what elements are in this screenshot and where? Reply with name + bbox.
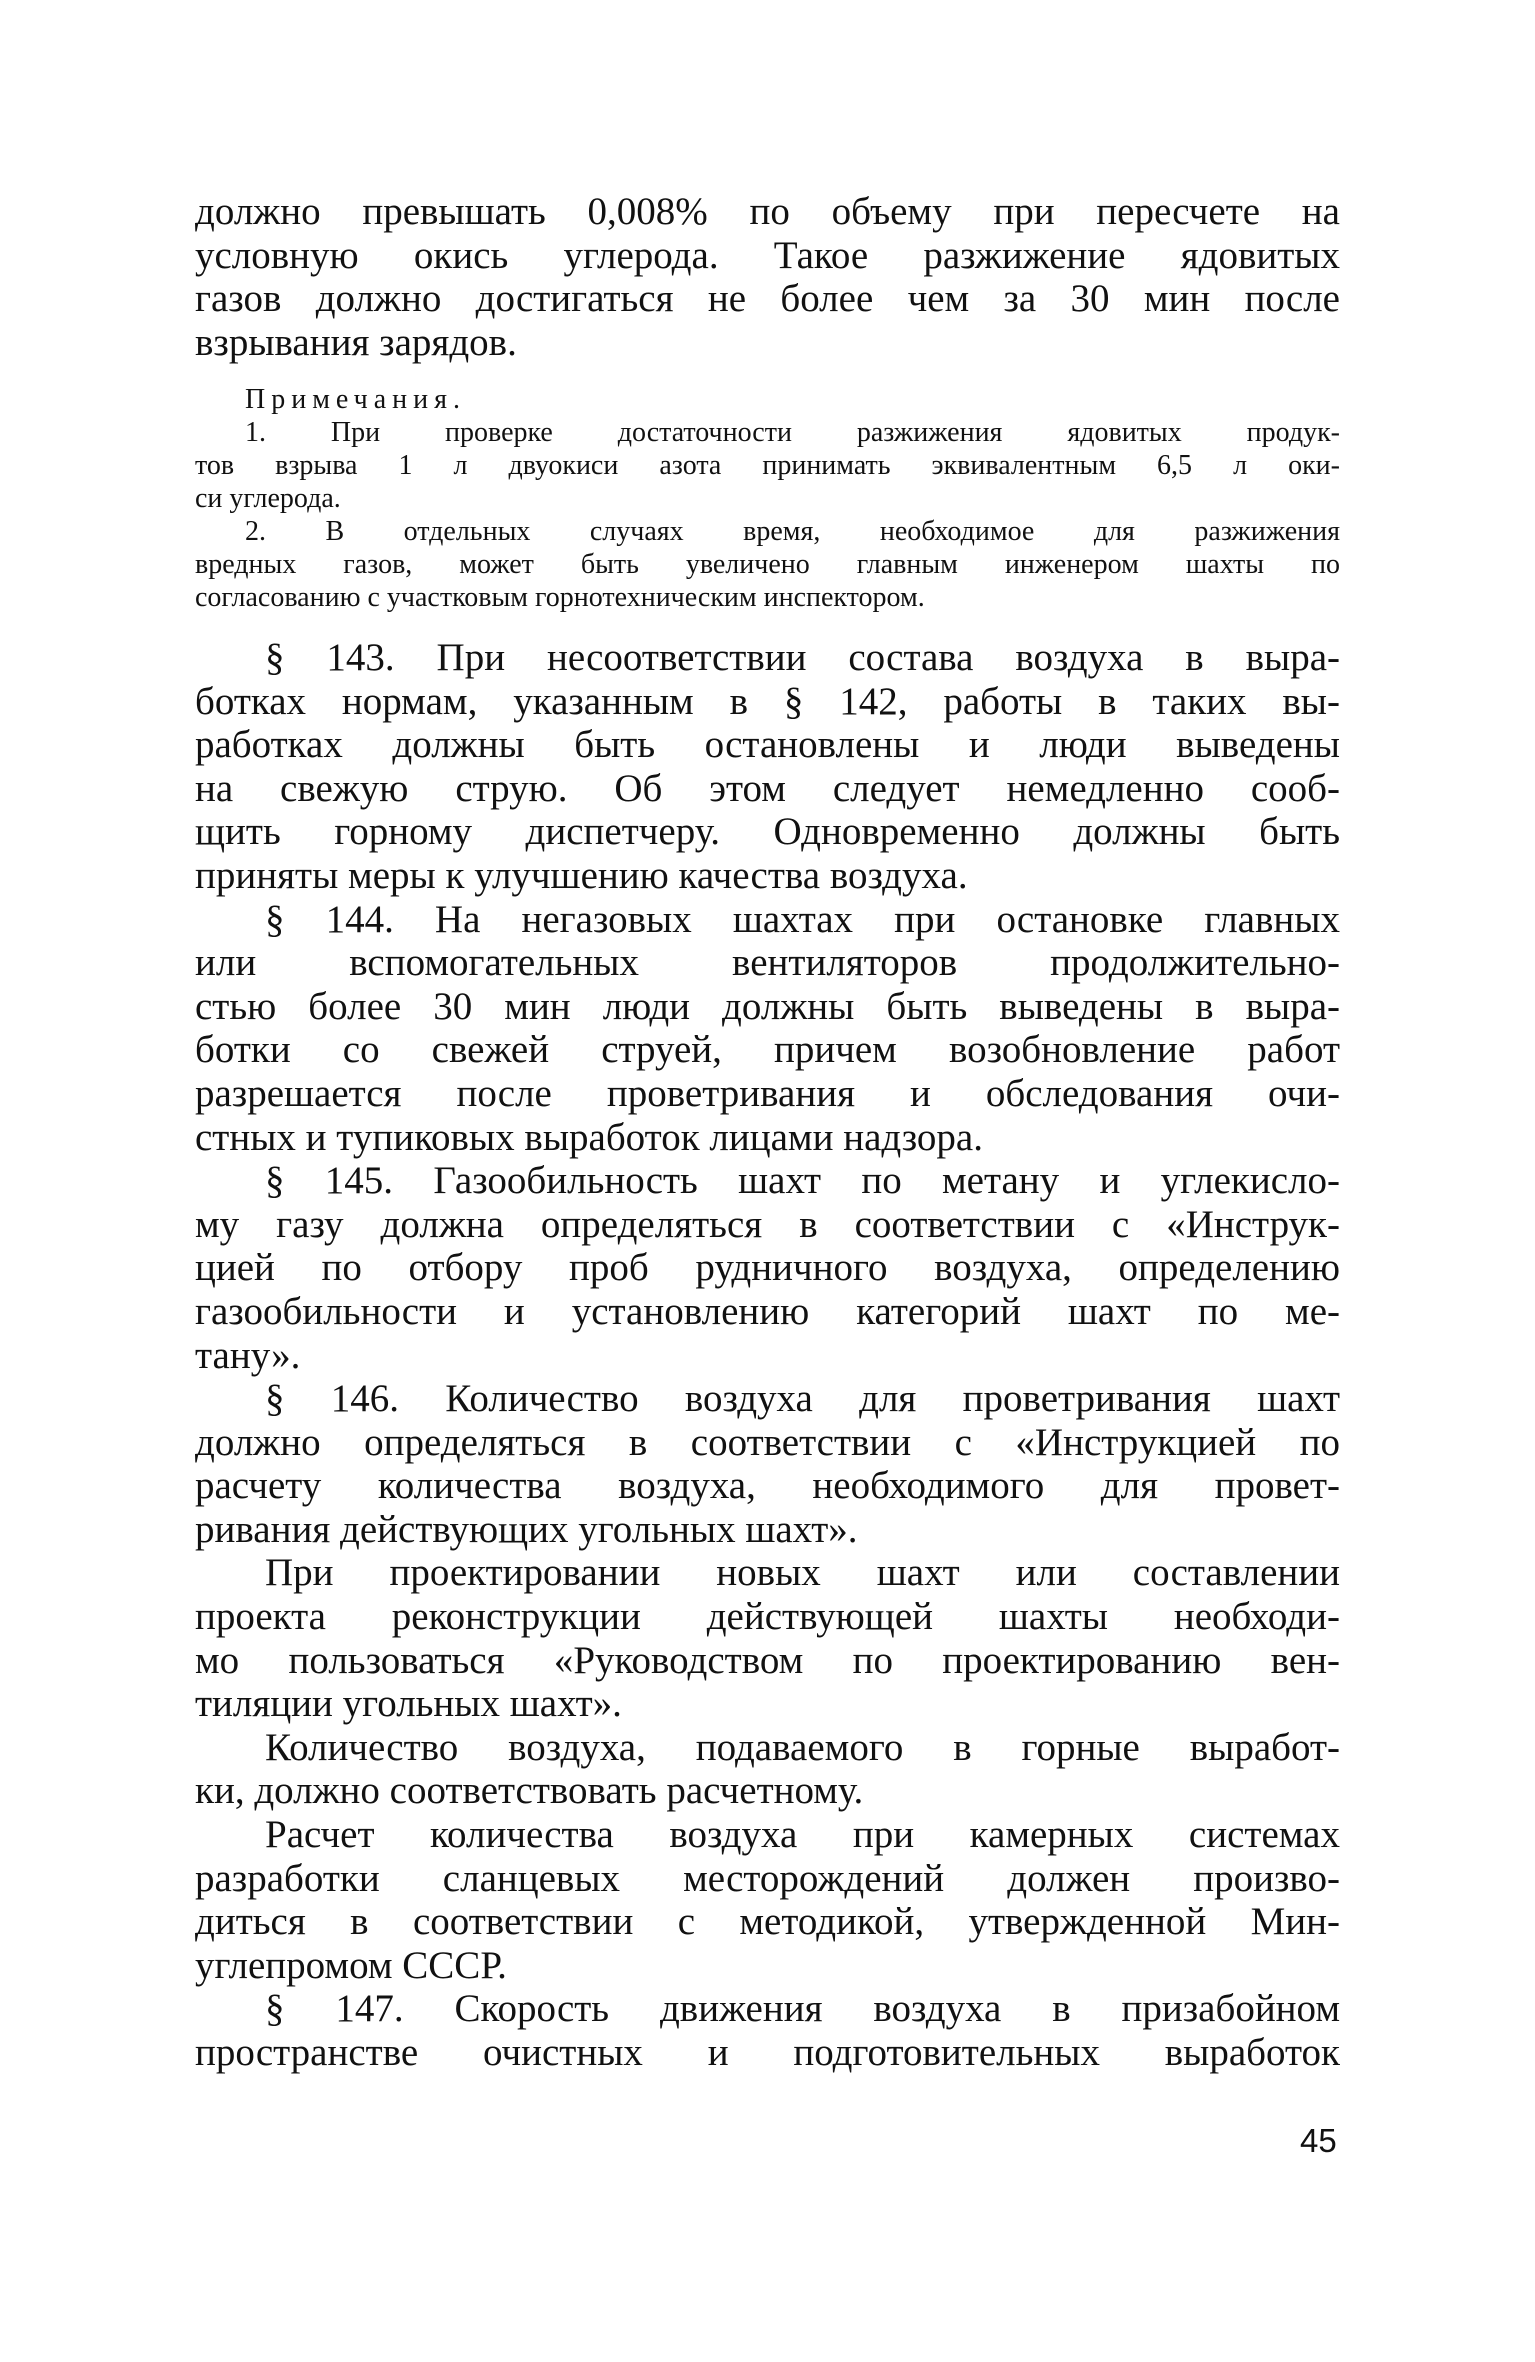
paragraph (195, 1551, 1340, 1725)
paragraph (195, 1377, 1340, 1551)
text-line: вредных газов, может быть увеличено главным инженером шахты по (195, 549, 1340, 580)
note-item (195, 416, 1340, 515)
text-line: работках должны быть остановлены и люди выведены (195, 723, 1340, 767)
text-line: согласованию с участковым горнотехническим инспектором. (195, 582, 925, 613)
text-line: должно превышать 0,008% по объему при пересчете на (195, 190, 1340, 233)
text-line: диться в соответствии с методикой, утвержденной Мин- (195, 1900, 1340, 1944)
text-line: тиляции угольных шахт». (195, 1682, 622, 1726)
text-line: или вспомогательных вентиляторов продолжительно- (195, 941, 1340, 985)
text-line: углепромом СССР. (195, 1943, 507, 1987)
text-line: разработки сланцевых месторождений должен произво- (195, 1856, 1340, 1900)
text-line: § 145. Газообильность шахт по метану и углекисло- (265, 1159, 1340, 1203)
text-line: тану». (195, 1333, 301, 1377)
text-line: ботках нормам, указанным в § 142, работы в таких вы- (195, 679, 1340, 723)
text-line: стных и тупиковых выработок лицами надзора. (195, 1115, 983, 1159)
notes-section (195, 383, 1340, 614)
text-line: ботки со свежей струей, причем возобновление работ (195, 1028, 1340, 1072)
text-line: газообильности и установлению категорий шахт по ме- (195, 1289, 1340, 1333)
text-line: § 143. При несоответствии состава воздуха в выра- (265, 636, 1340, 679)
text-line: § 144. На негазовых шахтах при остановке главных (265, 897, 1340, 941)
text-line: расчету количества воздуха, необходимого для провет- (195, 1464, 1340, 1508)
text-line: му газу должна определяться в соответствии с «Инструк- (195, 1202, 1340, 1246)
paragraph (195, 636, 1340, 898)
text-line: § 146. Количество воздуха для проветривания шахт (265, 1377, 1340, 1421)
paragraph (195, 898, 1340, 1160)
text-line: § 147. Скорость движения воздуха в призабойном (265, 1987, 1340, 2031)
text-line: проекта реконструкции действующей шахты необходи- (195, 1595, 1340, 1639)
text-line: условную окись углерода. Такое разжижение ядовитых (195, 233, 1340, 277)
text-line: цией по отбору проб рудничного воздуха, определению (195, 1246, 1340, 1290)
text-line: на свежую струю. Об этом следует немедленно сооб- (195, 766, 1340, 810)
note-item (195, 515, 1340, 614)
text-line: стью более 30 мин люди должны быть выведены в выра- (195, 984, 1340, 1028)
text-line: приняты меры к улучшению качества воздуха. (195, 853, 968, 897)
text-line: должно определяться в соответствии с «Инструкцией по (195, 1420, 1340, 1464)
text-line: пространстве очистных и подготовительных выработок (195, 2031, 1340, 2074)
text-line: разрешается после проветривания и обследования очи- (195, 1071, 1340, 1115)
text-line: тов взрыва 1 л двуокиси азота принимать эквивалентным 6,5 л оки- (195, 450, 1340, 481)
text-line: Количество воздуха, подаваемого в горные выработ- (265, 1725, 1340, 1769)
text-line: Расчет количества воздуха при камерных системах (265, 1813, 1340, 1857)
text-line: 2. В отдельных случаях время, необходимое для разжижения (245, 516, 1340, 547)
body-text (195, 636, 1340, 2075)
text-line: При проектировании новых шахт или составлении (265, 1551, 1340, 1595)
text-line: щить горному диспетчеру. Одновременно должны быть (195, 810, 1340, 854)
paragraph (195, 1726, 1340, 1813)
notes-heading: Примечания. (245, 384, 467, 415)
paragraph (195, 1813, 1340, 1987)
paragraph (195, 1987, 1340, 2074)
text-line: си углерода. (195, 483, 341, 514)
text-line: 1. При проверке достаточности разжижения ядовитых продук- (245, 417, 1340, 448)
paragraph (195, 1159, 1340, 1377)
page-number: 45 (1300, 2122, 1337, 2159)
text-line: взрывания зарядов. (195, 320, 517, 364)
text-line: мо пользоваться «Руководством по проектированию вен- (195, 1638, 1340, 1682)
text-line: ки, должно соответствовать расчетному. (195, 1769, 864, 1813)
text-line: ривания действующих угольных шахт». (195, 1507, 858, 1551)
intro-paragraph (195, 190, 1340, 364)
text-line: газов должно достигаться не более чем за 30 мин после (195, 277, 1340, 321)
